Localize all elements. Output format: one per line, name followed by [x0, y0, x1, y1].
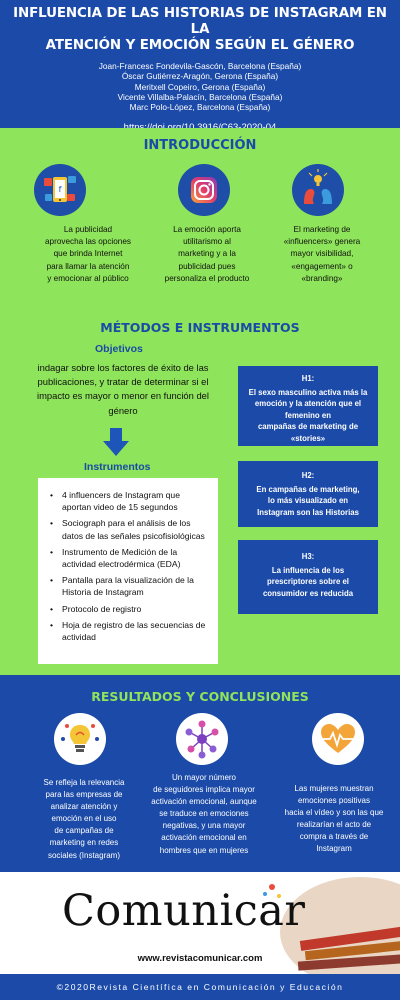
list-item: • Sociograph para el análisis de los datos de las señales psicofisiológicas [48, 517, 210, 542]
heartbeat-icon [312, 713, 364, 765]
methods-title: MÉTODOS E INSTRUMENTOS [100, 320, 300, 335]
result-text-relevance: Se refleja la relevancia para las empresas de analizar atención y emoción en el uso de campañas de marketing en redes sociales (Instagram) [43, 778, 125, 860]
result-text-followers: Un mayor número de seguidores implica mayor activación emocional, aunque se traduce en emociones negativas, y una mayor activación emocional en hombres que en mujeres [151, 773, 257, 855]
instagram-icon [178, 164, 230, 216]
network-icon [176, 713, 228, 765]
objectives-text: indagar sobre los factores de éxito de las publicaciones, y tratar de determinar si el impacto es mayor o menor en función del género [37, 362, 209, 416]
result-text-women: Las mujeres muestran emociones positivas hacia el vídeo y son las que realizarían el acto de compra a través de Instagram [284, 784, 384, 854]
authors-list [0, 61, 400, 112]
author: Joan-Francesc Fondevila-Gascón, Barcelona (España) [98, 61, 302, 71]
arrow-down-icon [103, 428, 129, 458]
instruments-list [48, 489, 210, 643]
results-title: RESULTADOS Y CONCLUSIONES [91, 689, 309, 704]
influencer-idea-icon [292, 164, 344, 216]
objectives-title: Objetivos [95, 343, 143, 355]
copyright-text: ©2020Revista Científica en Comunicación y Educación [56, 982, 344, 992]
intro-title: INTRODUCCIÓN [143, 138, 257, 153]
list-item: • Instrumento de Medición de la actividad electrodérmica (EDA) [48, 546, 210, 571]
comunicar-logo: Comunicar [62, 886, 306, 936]
svg-text:f: f [58, 185, 62, 194]
list-item: • Hoja de registro de las secuencias de actividad [48, 619, 210, 644]
author: Vicente Villalba-Palacín, Barcelona (España) [117, 91, 283, 102]
author: Marc Polo-López, Barcelona (España) [129, 102, 271, 113]
hypothesis-3: H3: La influencia de los prescriptores sobre el consumidor es reducida [238, 540, 378, 614]
brain-bulb-icon [54, 713, 106, 765]
instruments-box [38, 478, 218, 664]
instruments-title: Instrumentos [84, 461, 151, 473]
intro-methods-section [0, 128, 400, 675]
website-link[interactable]: www.revistacomunicar.com [137, 953, 263, 964]
logo-area [0, 872, 400, 974]
smartphone-social-icon [34, 164, 86, 216]
author: Meritxell Copeiro, Gerona (España) [134, 81, 266, 92]
hypothesis-1: H1: El sexo masculino activa más la emoción y la atención que el femenino en campañas de marketing de «stories» [238, 366, 378, 446]
list-item: • 4 influencers de Instagram que aportan video de 15 segundos [48, 489, 210, 514]
intro-text-influencers: El marketing de «influencers» genera mayor visibilidad, «engagement» o «branding» [283, 225, 361, 283]
header [0, 0, 400, 128]
intro-text-emotion: La emoción aporta utilitarismo al marketing y a la publicidad pues personaliza el producto [164, 225, 250, 283]
intro-text-advertising: La publicidad aprovecha las opciones que brinda Internet para llamar la atención y emocionar al público [44, 225, 132, 283]
list-item: • Protocolo de registro [48, 603, 210, 615]
author: Óscar Gutiérrez-Aragón, Gerona (España) [121, 71, 279, 82]
results-section [0, 675, 400, 872]
paper-title: INFLUENCIA DE LAS HISTORIAS DE INSTAGRAM EN LA ATENCIÓN Y EMOCIÓN SEGÚN EL GÉNERO [13, 6, 387, 53]
hypothesis-2: H2: En campañas de marketing, lo más visualizado en Instagram son las Historias [238, 461, 378, 527]
footer [0, 974, 400, 1000]
list-item: • Pantalla para la visualización de la Historia de Instagram [48, 574, 210, 599]
